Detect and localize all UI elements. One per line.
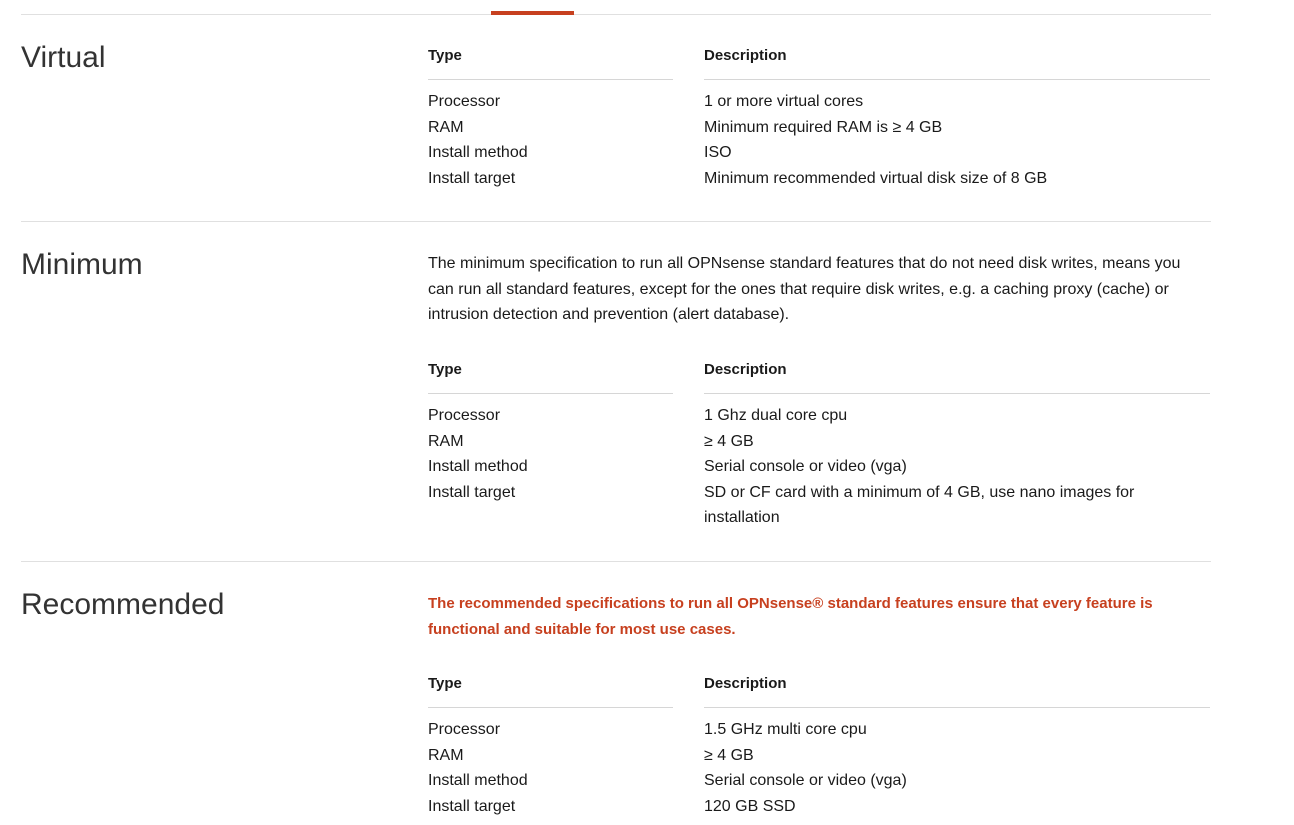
spec-table-recommended <box>428 674 1210 815</box>
cell-type: Install target <box>428 483 516 501</box>
cell-description: 1.5 GHz multi core cpu <box>704 721 867 738</box>
table-row <box>428 140 1210 166</box>
cell-type: Processor <box>428 721 501 738</box>
column-header-description: Description <box>704 361 787 378</box>
section-intro-recommended: The recommended specifications to run all OPNsense® standard features ensure that every feature is functional and suitable for most use cases. <box>428 595 1153 638</box>
section-title-virtual: Virtual <box>21 41 106 74</box>
cell-description: 1 or more virtual cores <box>704 93 864 110</box>
header-divider <box>704 79 1210 80</box>
cell-type: RAM <box>428 118 464 136</box>
table-body <box>428 717 1210 819</box>
column-header-description: Description <box>704 47 787 64</box>
section-intro-minimum: The minimum specification to run all OPNsense standard features that do not need disk writes, means you can run all standard features, except for the ones that require disk writes, e.g. a caching proxy (cache) or intrusion detection and prevention (alert database). <box>428 255 1181 323</box>
spec-table-minimum <box>428 360 1210 526</box>
column-header-type: Type <box>428 361 462 378</box>
table-row <box>428 743 1210 769</box>
table-row <box>428 115 1210 141</box>
cell-description: Serial console or video (vga) <box>704 772 907 789</box>
spec-table-virtual <box>428 46 1210 187</box>
cell-type: Install target <box>428 797 516 815</box>
cell-type: RAM <box>428 746 464 764</box>
section-title-minimum: Minimum <box>21 248 143 281</box>
table-row <box>428 166 1210 192</box>
table-row <box>428 480 1210 531</box>
cell-type: Install method <box>428 144 528 161</box>
cell-type: Install target <box>428 169 516 187</box>
header-divider <box>428 79 673 80</box>
table-row <box>428 717 1210 743</box>
table-header <box>428 360 1210 384</box>
column-header-description: Description <box>704 675 787 692</box>
cell-description: 120 GB SSD <box>704 797 796 815</box>
header-divider <box>428 707 673 708</box>
cell-description: ≥ 4 GB <box>704 432 754 450</box>
table-row <box>428 454 1210 480</box>
table-header <box>428 674 1210 698</box>
table-row <box>428 768 1210 794</box>
cell-description: Minimum recommended virtual disk size of 8 GB <box>704 169 1048 187</box>
table-row <box>428 794 1210 820</box>
column-header-type: Type <box>428 675 462 692</box>
table-body <box>428 89 1210 191</box>
section-divider <box>21 221 1211 222</box>
table-row <box>428 403 1210 429</box>
header-divider <box>704 707 1210 708</box>
table-row <box>428 89 1210 115</box>
cell-type: Processor <box>428 407 501 424</box>
cell-description: ISO <box>704 144 732 161</box>
active-tab-indicator <box>491 11 574 15</box>
top-divider <box>21 14 1211 15</box>
cell-description: Minimum required RAM is ≥ 4 GB <box>704 118 943 136</box>
table-body <box>428 403 1210 531</box>
table-row <box>428 429 1210 455</box>
cell-description: Serial console or video (vga) <box>704 458 907 475</box>
header-divider <box>704 393 1210 394</box>
cell-type: RAM <box>428 432 464 450</box>
cell-description: SD or CF card with a minimum of 4 GB, use nano images for installation <box>704 483 1135 526</box>
column-header-type: Type <box>428 47 462 64</box>
cell-description: ≥ 4 GB <box>704 746 754 764</box>
header-divider <box>428 393 673 394</box>
section-divider <box>21 561 1211 562</box>
cell-type: Processor <box>428 93 501 110</box>
table-header <box>428 46 1210 70</box>
cell-description: 1 Ghz dual core cpu <box>704 407 848 424</box>
cell-type: Install method <box>428 772 528 789</box>
section-title-recommended: Recommended <box>21 588 225 621</box>
cell-type: Install method <box>428 458 528 475</box>
